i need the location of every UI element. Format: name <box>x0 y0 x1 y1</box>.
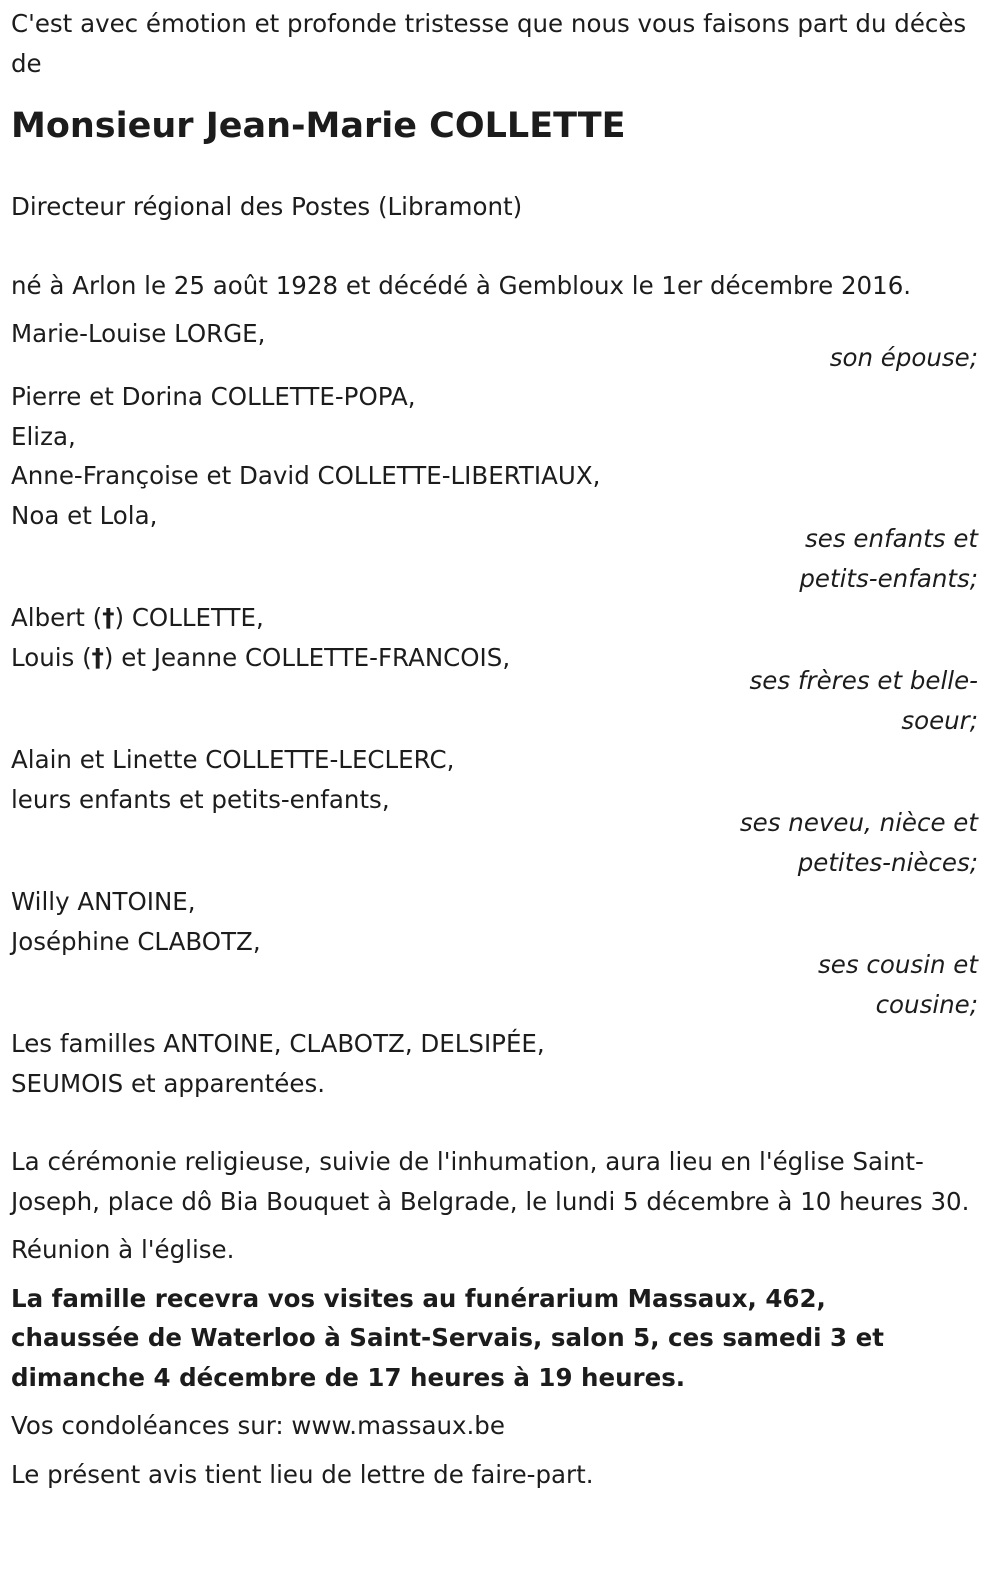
family-line: Anne-Françoise et David COLLETTE-LIBERTIAUX, <box>11 461 601 490</box>
faire-part-notice: Le présent avis tient lieu de lettre de faire-part. <box>11 1459 594 1489</box>
family-line: Alain et Linette COLLETTE-LECLERC, <box>11 745 455 774</box>
siblings-group <box>11 598 978 740</box>
siblings-relation: ses frères et belle-soeur; <box>749 666 978 735</box>
visits-details: La famille recevra vos visites au funérarium Massaux, 462, chaussée de Waterloo à Saint-Servais, salon 5, ces samedi 3 et dimanche 4 décembre de 17 heures à 19 heures. <box>11 1283 884 1392</box>
family-line: Noa et Lola, <box>11 500 158 530</box>
reunion-note: Réunion à l'église. <box>11 1235 235 1264</box>
family-line: Pierre et Dorina COLLETTE-POPA, <box>11 382 416 411</box>
extended-families: Les familles ANTOINE, CLABOTZ, DELSIPÉE, SEUMOIS et apparentées. <box>11 1029 545 1098</box>
cross-icon: † <box>102 603 115 632</box>
children-group <box>11 377 978 598</box>
intro-text: C'est avec émotion et profonde tristesse que nous vous faisons part du décès de <box>11 9 967 78</box>
spouse-group <box>11 314 978 377</box>
family-line: Willy ANTOINE, <box>11 887 196 916</box>
nephews-relation: ses neveu, nièce et petites-nièces; <box>739 808 978 877</box>
family-line: Louis (†) et Jeanne COLLETTE-FRANCOIS, <box>11 642 511 672</box>
spouse-relation: son épouse; <box>829 342 978 372</box>
birth-death-dates: né à Arlon le 25 août 1928 et décédé à Gembloux le 1er décembre 2016. <box>11 270 912 300</box>
family-line: Joséphine CLABOTZ, <box>11 926 261 956</box>
cousins-relation: ses cousin et cousine; <box>818 950 978 1019</box>
condolences-line: Vos condoléances sur: www.massaux.be <box>11 1411 505 1440</box>
family-line: leurs enfants et petits-enfants, <box>11 784 390 814</box>
cousins-group <box>11 882 978 1024</box>
cross-icon: † <box>91 642 104 672</box>
spouse-name: Marie-Louise LORGE, <box>11 319 266 348</box>
children-relation: ses enfants et petits-enfants; <box>799 524 978 593</box>
deceased-name: Monsieur Jean-Marie COLLETTE <box>11 106 626 146</box>
family-line: Albert (†) COLLETTE, <box>11 603 264 632</box>
ceremony-details: La cérémonie religieuse, suivie de l'inhumation, aura lieu en l'église Saint-Joseph, place dô Bia Bouquet à Belgrade, le lundi 5 décembre à 10 heures 30. <box>11 1147 970 1216</box>
family-line: Eliza, <box>11 421 76 451</box>
nephews-group <box>11 740 978 882</box>
profession: Directeur régional des Postes (Libramont) <box>11 192 523 221</box>
